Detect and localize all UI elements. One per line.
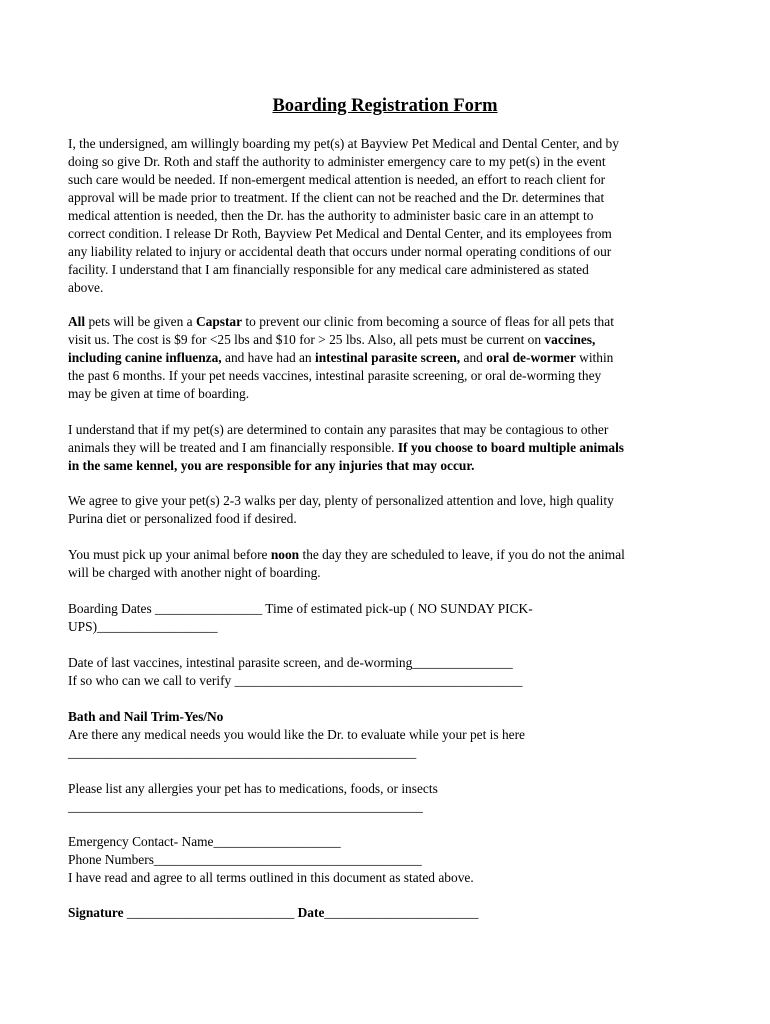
- text-line: I, the undersigned, am willingly boarding my pet(s) at Bayview Pet Medical and Dental Center, and by: [68, 136, 619, 151]
- emphasis-text: oral de-wormer: [486, 350, 576, 365]
- text-span: pets will be given a: [85, 314, 196, 329]
- capstar-paragraph: [68, 313, 700, 403]
- text-line: Please list any allergies your pet has to medications, foods, or insects: [68, 781, 438, 796]
- phone-numbers-field[interactable]: Phone Numbers________________________________________: [68, 852, 422, 867]
- emphasis-text: in the same kennel, you are responsible for any injuries that may occur.: [68, 458, 475, 473]
- text-line: [68, 457, 700, 475]
- text-line: I understand that if my pet(s) are determined to contain any parasites that may be contagious to other: [68, 422, 609, 437]
- boarding-dates-field[interactable]: [68, 600, 700, 636]
- text-line: [68, 349, 700, 367]
- text-line: Date of last vaccines, intestinal parasite screen, and de-worming_______________: [68, 655, 513, 670]
- text-line: [68, 331, 700, 349]
- agreement-text: I have read and agree to all terms outlined in this document as stated above.: [68, 870, 474, 885]
- form-title: Boarding Registration Form: [272, 96, 498, 116]
- emphasis-text: vaccines,: [544, 332, 596, 347]
- text-span: within: [575, 350, 614, 365]
- allergies-section: [68, 780, 700, 816]
- bath-medical-section: [68, 708, 700, 762]
- signature-field[interactable]: _________________________: [123, 905, 298, 920]
- text-line: [68, 904, 700, 922]
- bath-nail-trim-field[interactable]: [68, 708, 700, 726]
- text-span: to prevent our clinic from becoming a source of fleas for all pets that: [242, 314, 614, 329]
- text-line: correct condition. I release Dr Roth, Bayview Pet Medical and Dental Center, and its employees from: [68, 226, 612, 241]
- text-line: [68, 546, 700, 564]
- text-line: We agree to give your pet(s) 2-3 walks per day, plenty of personalized attention and love, high quality: [68, 493, 614, 508]
- text-line: Purina diet or personalized food if desired.: [68, 511, 297, 526]
- emphasis-text: All: [68, 314, 86, 329]
- emphasis-text: Bath and Nail Trim-Yes/No: [68, 709, 224, 724]
- emphasis-text: intestinal parasite screen,: [314, 350, 461, 365]
- emphasis-text: noon: [270, 547, 300, 562]
- emphasis-text: including canine influenza,: [68, 350, 222, 365]
- text-line: UPS)__________________: [68, 619, 218, 634]
- emphasis-text: Capstar: [195, 314, 243, 329]
- text-line: any liability related to injury or accidental death that occurs under normal operating conditions of our: [68, 244, 612, 259]
- allergies-field[interactable]: _____________________________________________________: [68, 799, 423, 814]
- text-line: such care would be needed. If non-emergent medical attention is needed, an effort to reach client for: [68, 172, 606, 187]
- text-span: animals they will be treated and I am financially responsible.: [68, 440, 398, 455]
- medical-needs-field[interactable]: ____________________________________________________: [68, 745, 417, 760]
- text-line: will be charged with another night of boarding.: [68, 565, 321, 580]
- text-line: the past 6 months. If your pet needs vaccines, intestinal parasite screening, or oral de-worming they: [68, 368, 602, 383]
- emergency-contact-field[interactable]: Emergency Contact- Name___________________: [68, 834, 341, 849]
- emergency-section: [68, 833, 700, 887]
- date-field[interactable]: _______________________: [324, 905, 479, 920]
- text-span: and have had an: [221, 350, 315, 365]
- consent-paragraph: [68, 135, 700, 297]
- text-line: facility. I understand that I am financially responsible for any medical care administered as stated: [68, 262, 589, 277]
- text-line: [68, 313, 700, 331]
- text-line: Boarding Dates ________________ Time of estimated pick-up ( NO SUNDAY PICK-: [68, 601, 533, 616]
- text-line: above.: [68, 280, 104, 295]
- signature-label: Signature: [68, 905, 124, 920]
- vaccines-field[interactable]: [68, 654, 700, 690]
- text-span: You must pick up your animal before: [68, 547, 271, 562]
- signature-section: [68, 904, 700, 922]
- text-line: [68, 439, 700, 457]
- care-paragraph: [68, 492, 700, 528]
- text-line: approval will be made prior to treatment. If the client can not be reached and the Dr. determines that: [68, 190, 605, 205]
- emphasis-text: If you choose to board multiple animals: [397, 440, 624, 455]
- text-line: If so who can we call to verify ___________________________________________: [68, 673, 523, 688]
- text-line: may be given at time of boarding.: [68, 386, 250, 401]
- text-span: and: [460, 350, 487, 365]
- text-line: doing so give Dr. Roth and staff the authority to administer emergency care to my pet(s) in the event: [68, 154, 606, 169]
- parasite-paragraph: [68, 421, 700, 475]
- text-line: medical attention is needed, then the Dr. has the authority to administer basic care in an attempt to: [68, 208, 594, 223]
- text-span: the day they are scheduled to leave, if you do not the animal: [299, 547, 625, 562]
- text-span: visit us. The cost is $9 for <25 lbs and $10 for > 25 lbs. Also, all pets must be current on: [68, 332, 545, 347]
- pickup-paragraph: [68, 546, 700, 582]
- date-label: Date: [297, 905, 325, 920]
- text-line: Are there any medical needs you would like the Dr. to evaluate while your pet is here: [68, 727, 525, 742]
